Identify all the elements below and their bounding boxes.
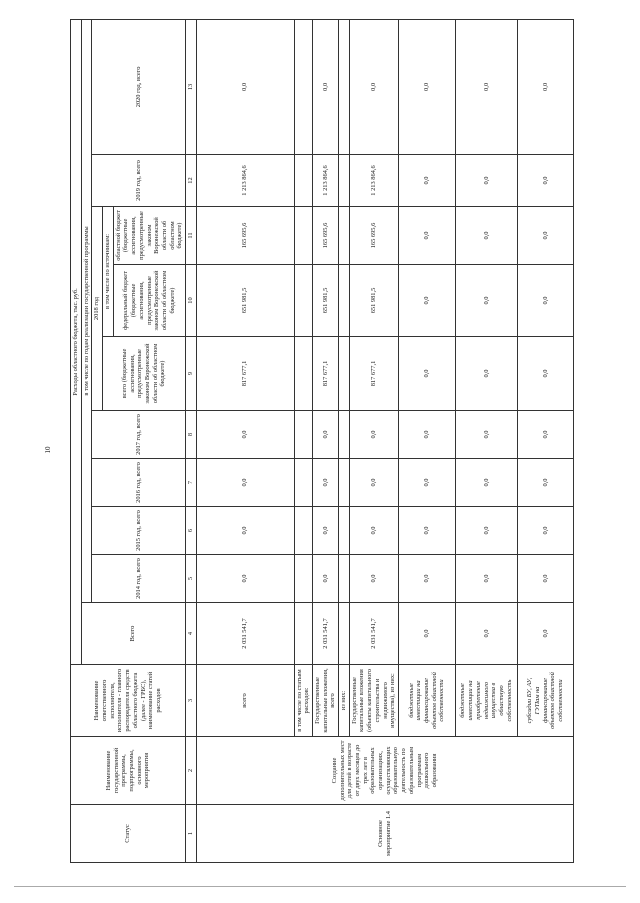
row-label: Государственные капитальные вложения, всего bbox=[313, 665, 339, 737]
value-cell bbox=[339, 155, 350, 207]
value-cell: 0,0 bbox=[398, 459, 455, 507]
value-cell: 0,0 bbox=[349, 459, 398, 507]
value-cell: 0,0 bbox=[517, 265, 573, 337]
row-label: в том числе по статьям расходов: bbox=[294, 665, 312, 737]
index-cell: 9 bbox=[185, 337, 196, 411]
table-row bbox=[294, 19, 312, 862]
value-cell: 0,0 bbox=[398, 555, 455, 603]
value-cell: 1 213 864,6 bbox=[313, 155, 339, 207]
value-cell: 0,0 bbox=[313, 507, 339, 555]
value-cell: 1 213 864,6 bbox=[349, 155, 398, 207]
value-cell: 0,0 bbox=[517, 337, 573, 411]
value-cell bbox=[339, 411, 350, 459]
value-cell: 0,0 bbox=[313, 411, 339, 459]
index-cell: 13 bbox=[185, 19, 196, 154]
value-cell: 0,0 bbox=[455, 459, 517, 507]
event-status: Основное мероприятие 1.4 bbox=[196, 805, 573, 863]
index-cell: 5 bbox=[185, 555, 196, 603]
page-bottom-rule bbox=[14, 886, 626, 887]
value-cell bbox=[294, 337, 312, 411]
value-cell: 165 695,6 bbox=[349, 207, 398, 265]
value-cell: 817 677,1 bbox=[196, 337, 294, 411]
value-cell: 0,0 bbox=[398, 507, 455, 555]
value-cell: 0,0 bbox=[455, 207, 517, 265]
value-cell: 0,0 bbox=[196, 411, 294, 459]
header-2018: 2018 год bbox=[92, 207, 103, 411]
value-cell bbox=[339, 555, 350, 603]
value-cell: 0,0 bbox=[398, 265, 455, 337]
value-cell: 1 213 864,6 bbox=[196, 155, 294, 207]
value-cell: 2 031 541,7 bbox=[313, 603, 339, 665]
row-label: бюджетные инвестиции на приобретение недвижимого имущества в областную собственность bbox=[455, 665, 517, 737]
index-cell: 2 bbox=[185, 737, 196, 805]
index-cell: 11 bbox=[185, 207, 196, 265]
row-label: из них: bbox=[339, 665, 350, 737]
value-cell: 0,0 bbox=[196, 555, 294, 603]
row-label: бюджетные инвестиции на финансирование объектов областной собственности bbox=[398, 665, 455, 737]
index-cell: 6 bbox=[185, 507, 196, 555]
header-federal: федеральный бюджет (бюджетные ассигнования, предусмотренные законом Воронежской области об областном бюджете) bbox=[113, 265, 185, 337]
value-cell: 2 031 541,7 bbox=[349, 603, 398, 665]
page-number: 10 bbox=[44, 446, 52, 454]
value-cell bbox=[294, 411, 312, 459]
value-cell bbox=[339, 507, 350, 555]
header-program-name: Наименование государственной программы, подпрограммы, основного мероприятия bbox=[71, 737, 186, 805]
event-name: Создание дополнительных мест для детей в возрасте от двух месяцев до трех лет в образовательных организациях, осуществляющих образовательную деятельность по образовательным программам дошкольного образования bbox=[196, 737, 573, 805]
value-cell: 0,0 bbox=[455, 411, 517, 459]
value-cell: 0,0 bbox=[455, 265, 517, 337]
value-cell: 817 677,1 bbox=[313, 337, 339, 411]
index-cell: 10 bbox=[185, 265, 196, 337]
value-cell: 0,0 bbox=[398, 155, 455, 207]
row-label: Государственные капитальные вложения (объекты капитального строительства и недвижимого имущества), из них: bbox=[349, 665, 398, 737]
header-2017: 2017 год, всего bbox=[92, 411, 186, 459]
value-cell: 0,0 bbox=[455, 603, 517, 665]
header-total: Всего bbox=[81, 603, 185, 665]
table-row bbox=[349, 19, 398, 862]
value-cell: 0,0 bbox=[349, 555, 398, 603]
value-cell: 0,0 bbox=[398, 19, 455, 154]
header-2016: 2016 год, всего bbox=[92, 459, 186, 507]
index-cell: 4 bbox=[185, 603, 196, 665]
table-row bbox=[339, 19, 350, 862]
table-row bbox=[398, 19, 455, 862]
value-cell bbox=[294, 555, 312, 603]
budget-table bbox=[70, 19, 574, 863]
value-cell: 0,0 bbox=[455, 555, 517, 603]
value-cell: 0,0 bbox=[455, 507, 517, 555]
value-cell bbox=[294, 19, 312, 154]
value-cell: 0,0 bbox=[517, 19, 573, 154]
value-cell: 0,0 bbox=[517, 507, 573, 555]
value-cell bbox=[294, 265, 312, 337]
table-row bbox=[196, 19, 294, 862]
value-cell: 0,0 bbox=[517, 459, 573, 507]
index-cell: 1 bbox=[185, 805, 196, 863]
value-cell: 0,0 bbox=[517, 411, 573, 459]
header-status: Статус bbox=[71, 805, 186, 863]
header-2014: 2014 год, всего bbox=[92, 555, 186, 603]
value-cell: 0,0 bbox=[398, 603, 455, 665]
value-cell: 0,0 bbox=[398, 337, 455, 411]
value-cell: 0,0 bbox=[313, 555, 339, 603]
row-label: субсидии БУ, АУ, ГУПам на финансирование объектов областной собственности bbox=[517, 665, 573, 737]
value-cell: 0,0 bbox=[313, 19, 339, 154]
value-cell bbox=[294, 155, 312, 207]
value-cell: 651 981,5 bbox=[196, 265, 294, 337]
value-cell: 0,0 bbox=[196, 19, 294, 154]
header-by-sources: в том числе по источникам: bbox=[103, 207, 114, 337]
value-cell: 0,0 bbox=[349, 507, 398, 555]
value-cell: 0,0 bbox=[455, 155, 517, 207]
header-2019: 2019 год, всего bbox=[92, 155, 186, 207]
value-cell: 651 981,5 bbox=[349, 265, 398, 337]
header-expenses-title: Расходы областного бюджета, тыс. руб. bbox=[71, 19, 82, 664]
value-cell bbox=[294, 603, 312, 665]
value-cell: 0,0 bbox=[398, 207, 455, 265]
value-cell: 0,0 bbox=[398, 411, 455, 459]
value-cell: 165 695,6 bbox=[313, 207, 339, 265]
table-row bbox=[517, 19, 573, 862]
header-2015: 2015 год, всего bbox=[92, 507, 186, 555]
value-cell: 0,0 bbox=[349, 411, 398, 459]
value-cell: 0,0 bbox=[517, 155, 573, 207]
value-cell: 0,0 bbox=[517, 603, 573, 665]
table-row bbox=[313, 19, 339, 862]
value-cell: 0,0 bbox=[517, 207, 573, 265]
value-cell bbox=[294, 459, 312, 507]
value-cell: 0,0 bbox=[313, 459, 339, 507]
value-cell: 817 677,1 bbox=[349, 337, 398, 411]
index-cell: 7 bbox=[185, 459, 196, 507]
index-cell: 12 bbox=[185, 155, 196, 207]
value-cell bbox=[339, 337, 350, 411]
value-cell: 0,0 bbox=[196, 459, 294, 507]
value-cell: 0,0 bbox=[455, 337, 517, 411]
header-2018-total: всего (бюджетные ассигнования, предусмотренные законом Воронежской области об областном бюджете) bbox=[103, 337, 186, 411]
index-cell: 8 bbox=[185, 411, 196, 459]
value-cell bbox=[294, 507, 312, 555]
header-executor: Наименование ответственного исполнителя, исполнителя - главного распорядителя средств областного бюджета (далее - ГРБС), наименование статей расходов bbox=[71, 665, 186, 737]
header-2020: 2020 год, всего bbox=[92, 19, 186, 154]
header-regional: областной бюджет (бюджетные ассигнования, предусмотренные законом Воронежской области об областном бюджете) bbox=[113, 207, 185, 265]
value-cell: 2 031 541,7 bbox=[196, 603, 294, 665]
rotated-document-table bbox=[70, 20, 620, 863]
value-cell: 651 981,5 bbox=[313, 265, 339, 337]
table-row bbox=[455, 19, 517, 862]
value-cell bbox=[294, 207, 312, 265]
index-cell: 3 bbox=[185, 665, 196, 737]
value-cell bbox=[339, 19, 350, 154]
value-cell bbox=[339, 603, 350, 665]
value-cell: 0,0 bbox=[517, 555, 573, 603]
row-label: всего bbox=[196, 665, 294, 737]
value-cell bbox=[339, 459, 350, 507]
header-in-years: в том числе по годам реализации государственной программы bbox=[81, 19, 92, 602]
value-cell: 0,0 bbox=[455, 19, 517, 154]
value-cell: 165 695,6 bbox=[196, 207, 294, 265]
value-cell: 0,0 bbox=[196, 507, 294, 555]
value-cell bbox=[339, 207, 350, 265]
value-cell: 0,0 bbox=[349, 19, 398, 154]
value-cell bbox=[339, 265, 350, 337]
